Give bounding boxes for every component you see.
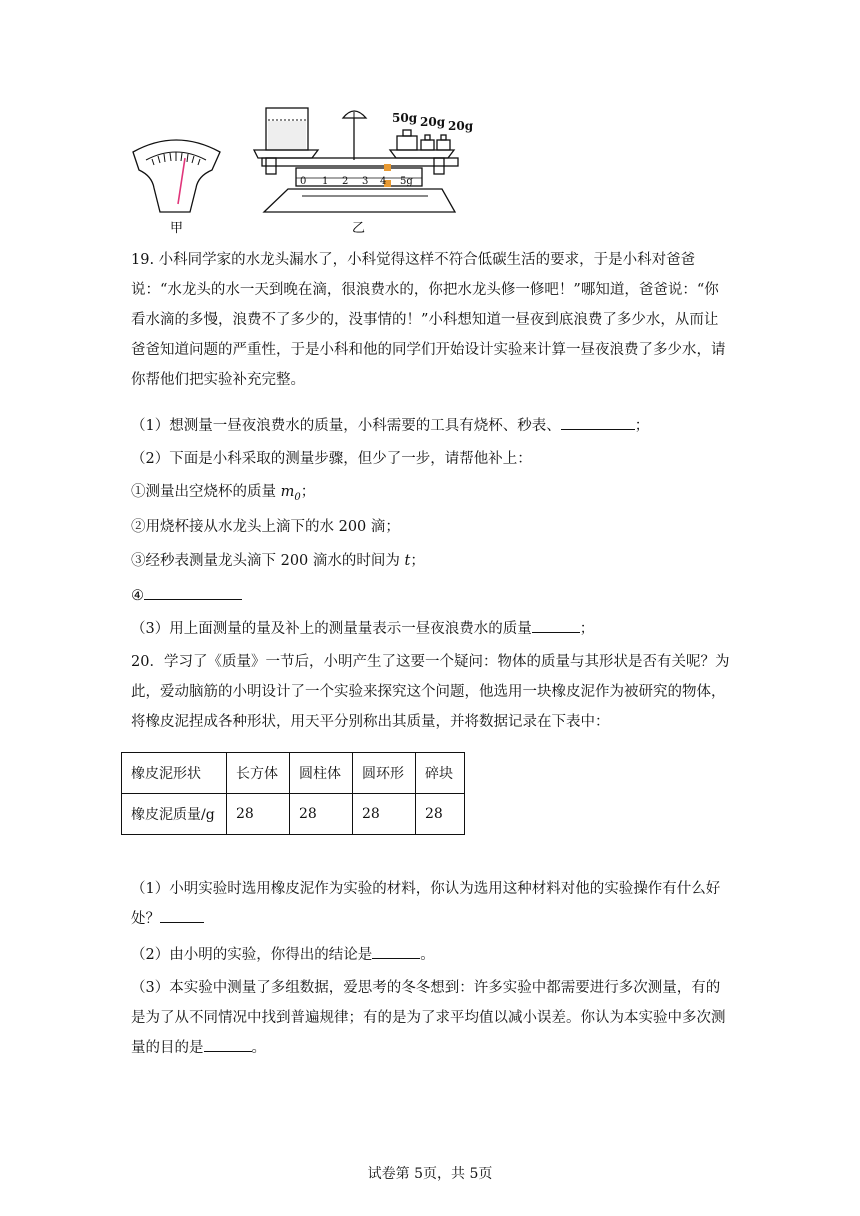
dial-indicator [133,140,220,212]
tick-label: 3 [362,176,369,187]
punct: 。 [251,1040,266,1056]
var-t: t [404,553,411,569]
rider-marker-top [384,164,391,171]
answer-blank[interactable] [160,906,204,923]
table-cell: 橡皮泥形状 [122,753,227,794]
q20-part1 [131,874,731,934]
table-cell: 圆柱体 [290,753,353,794]
table-cell: 圆环形 [353,753,416,794]
table-cell: 28 [227,794,290,835]
q20-part3 [131,973,731,1063]
table-row [122,794,465,835]
var-m-sub: 0 [294,491,301,503]
balance-figure [0,0,860,240]
q19-part1-text: （1）想测量一昼夜浪费水的质量，小科需要的工具有烧杯、秒表、 [131,418,561,434]
data-table [121,752,465,835]
q20-intro: 20．学习了《质量》一节后，小明产生了这要一个疑问：物体的质量与其形状是否有关呢？为此，爱动脑筋的小明设计了一个实验来探究这个问题，他选用一块橡皮泥作为被研究的物体，将橡皮泥捏成各种形状，用天平分别称出其质量，并将数据记录在下表中： [131,654,730,730]
table-cell: 28 [416,794,465,835]
table-cell: 碎块 [416,753,465,794]
label-jia: 甲 [170,221,184,236]
q20-part1-text: （1）小明实验时选用橡皮泥作为实验的材料，你认为选用这种材料对他的实验操作有什么好处？ [131,881,721,927]
step4-label: ④ [131,588,144,604]
tick-label: 4 [380,176,387,187]
punct: 。 [420,947,435,963]
q19-intro: 19. 小科同学家的水龙头漏水了，小科觉得这样不符合低碳生活的要求，于是小科对爸爸说：“水龙头的水一天到晚在滴，很浪费水的，你把水龙头修一修吧！”哪知道，爸爸说：“你看水滴的多慢，浪费不了多少的，没事情的！”小科想知道一昼夜到底浪费了多少水，从而让爸爸知道问题的严重性，于是小科和他的同学们开始设计实验来计算一昼夜浪费了多少水，请你帮他们把实验补充完整。 [131,252,726,388]
q19-step2: ②用烧杯接从水龙头上滴下的水 200 滴； [131,519,400,535]
q19-part3 [131,614,731,644]
q19-step4 [131,581,731,611]
step3-text: ③经秒表测量龙头滴下 200 滴水的时间为 [131,553,405,569]
tick-label: 5g [400,176,413,187]
q20-part2-text: （2）由小明的实验，你得出的结论是 [131,947,373,963]
weight-label: 50g [392,111,418,125]
step1-text: ①测量出空烧杯的质量 [131,484,281,500]
table-cell: 长方体 [227,753,290,794]
q19-part3-text: （3）用上面测量的量及补上的测量量表示一昼夜浪费水的质量 [131,621,532,637]
table-cell: 橡皮泥质量/g [122,794,227,835]
table-cell: 28 [290,794,353,835]
page-footer: 试卷第 5页，共 5页 [367,1166,493,1182]
table-cell: 28 [353,794,416,835]
table-row [122,753,465,794]
answer-blank[interactable] [532,616,580,633]
q20-part2 [131,940,731,970]
q19-part2: （2）下面是小科采取的测量步骤，但少了一步，请帮他补上： [131,451,532,467]
punct: ； [300,484,316,500]
punct: ； [634,418,650,434]
q19-step1 [131,477,731,513]
q20-part3-text: （3）本实验中测量了多组数据，爱思考的冬冬想到：许多实验中都需要进行多次测量，有的是为了从不同情况中找到普遍规律；有的是为了求平均值以减小误差。你认为本实验中多次测量的目的是 [131,980,726,1056]
label-yi: 乙 [352,221,366,236]
tick-label: 0 [300,176,307,187]
tick-label: 1 [322,176,329,187]
weight-label: 20g [420,115,446,129]
tick-label: 2 [342,176,349,187]
answer-blank[interactable] [144,583,242,600]
q19-part1 [131,411,731,441]
q19-step3 [131,546,731,576]
answer-blank[interactable] [561,413,635,430]
answer-blank[interactable] [372,942,420,959]
punct: ； [410,553,425,569]
var-m: m [280,484,295,500]
weight-label: 20g [448,119,474,133]
punct: ； [579,621,595,637]
answer-blank[interactable] [204,1035,252,1052]
